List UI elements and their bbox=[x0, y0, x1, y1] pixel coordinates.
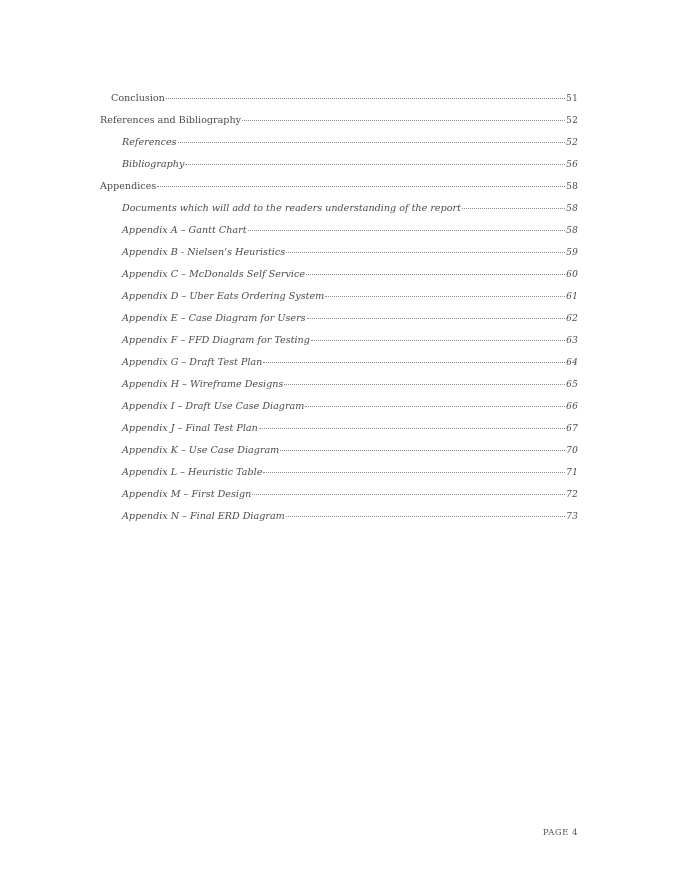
toc-entry-title: Appendix D – Uber Eats Ordering System bbox=[122, 291, 325, 302]
dot-leader bbox=[248, 230, 566, 231]
dot-leader bbox=[252, 494, 565, 495]
page-number-footer: PAGE 4 bbox=[542, 828, 578, 838]
toc-entry-title: Appendix I – Draft Use Case Diagram bbox=[122, 401, 305, 412]
toc-entry-page: 72 bbox=[566, 490, 578, 500]
toc-entry-page: 62 bbox=[566, 314, 578, 324]
dot-leader bbox=[185, 164, 565, 165]
toc-entry[interactable] bbox=[111, 92, 578, 106]
toc-entry-page: 71 bbox=[566, 468, 578, 478]
toc-entry-page: 73 bbox=[566, 512, 578, 522]
dot-leader bbox=[325, 296, 565, 297]
toc-entry-title: Appendix L – Heuristic Table bbox=[122, 467, 263, 478]
dot-leader bbox=[242, 120, 565, 121]
toc-entry-page: 58 bbox=[566, 226, 578, 236]
dot-leader bbox=[280, 450, 565, 451]
toc-entry[interactable] bbox=[122, 246, 578, 260]
toc-entry-page: 58 bbox=[566, 204, 578, 214]
toc-entry-page: 70 bbox=[566, 446, 578, 456]
dot-leader bbox=[284, 384, 565, 385]
dot-leader bbox=[286, 516, 565, 517]
toc-entry-page: 60 bbox=[566, 270, 578, 280]
dot-leader bbox=[306, 274, 565, 275]
toc-entry-title: Appendix H – Wireframe Designs bbox=[122, 379, 284, 390]
toc-entry-page: 56 bbox=[566, 160, 578, 170]
toc-entry[interactable] bbox=[122, 422, 578, 436]
toc-entry-page: 52 bbox=[566, 138, 578, 148]
toc-entry-page: 63 bbox=[566, 336, 578, 346]
toc-entry[interactable] bbox=[100, 114, 578, 128]
toc-entry[interactable] bbox=[122, 312, 578, 326]
dot-leader bbox=[166, 98, 565, 99]
toc-entry-title: References and Bibliography bbox=[100, 115, 242, 126]
dot-leader bbox=[263, 362, 565, 363]
toc-entry-title: Appendix N – Final ERD Diagram bbox=[122, 511, 285, 522]
toc-entry-title: Appendix J – Final Test Plan bbox=[122, 423, 258, 434]
dot-leader bbox=[307, 318, 566, 319]
toc-entry[interactable] bbox=[122, 268, 578, 282]
toc-entry-title: Appendix B - Nielsen’s Heuristics bbox=[122, 247, 286, 258]
dot-leader bbox=[178, 142, 566, 143]
toc-entry[interactable] bbox=[122, 158, 578, 172]
toc-entry-page: 51 bbox=[566, 94, 578, 104]
toc-entry[interactable] bbox=[122, 378, 578, 392]
dot-leader bbox=[263, 472, 565, 473]
toc-entry[interactable] bbox=[122, 400, 578, 414]
toc-entry[interactable] bbox=[122, 488, 578, 502]
toc-entry[interactable] bbox=[122, 202, 578, 216]
toc-entry-title: Appendices bbox=[100, 181, 157, 192]
toc-entry[interactable] bbox=[122, 224, 578, 238]
toc-entry-title: Appendix F – FFD Diagram for Testing bbox=[122, 335, 310, 346]
toc-entry-title: Appendix K – Use Case Diagram bbox=[122, 445, 280, 456]
toc-entry[interactable] bbox=[122, 290, 578, 304]
dot-leader bbox=[157, 186, 565, 187]
toc-entry-page: 64 bbox=[566, 358, 578, 368]
toc-entry-title: Appendix M – First Design bbox=[122, 489, 252, 500]
toc-entry-title: Conclusion bbox=[111, 93, 165, 104]
toc-entry-page: 52 bbox=[566, 116, 578, 126]
toc-entry[interactable] bbox=[122, 510, 578, 524]
toc-entry-page: 61 bbox=[566, 292, 578, 302]
dot-leader bbox=[286, 252, 565, 253]
dot-leader bbox=[311, 340, 565, 341]
dot-leader bbox=[305, 406, 565, 407]
toc-entry-page: 65 bbox=[566, 380, 578, 390]
toc-entry[interactable] bbox=[122, 444, 578, 458]
toc-entry[interactable] bbox=[122, 466, 578, 480]
dot-leader bbox=[259, 428, 565, 429]
dot-leader bbox=[462, 208, 565, 209]
toc-entry[interactable] bbox=[122, 356, 578, 370]
toc-entry-title: Appendix E – Case Diagram for Users bbox=[122, 313, 306, 324]
toc-entry[interactable] bbox=[122, 136, 578, 150]
toc-entry-page: 59 bbox=[566, 248, 578, 258]
toc-entry-page: 58 bbox=[566, 182, 578, 192]
toc-entry-page: 66 bbox=[566, 402, 578, 412]
toc-entry-page: 67 bbox=[566, 424, 578, 434]
toc-entry-title: Appendix A – Gantt Chart bbox=[122, 225, 247, 236]
toc-entry-title: Appendix G – Draft Test Plan bbox=[122, 357, 263, 368]
toc-entry-title: Documents which will add to the readers understanding of the report bbox=[122, 203, 461, 214]
toc-entry-title: Bibliography bbox=[122, 159, 185, 170]
toc-entry[interactable] bbox=[100, 180, 578, 194]
toc-entry-title: Appendix C – McDonalds Self Service bbox=[122, 269, 306, 280]
toc-entry-title: References bbox=[122, 137, 177, 148]
toc-entry[interactable] bbox=[122, 334, 578, 348]
